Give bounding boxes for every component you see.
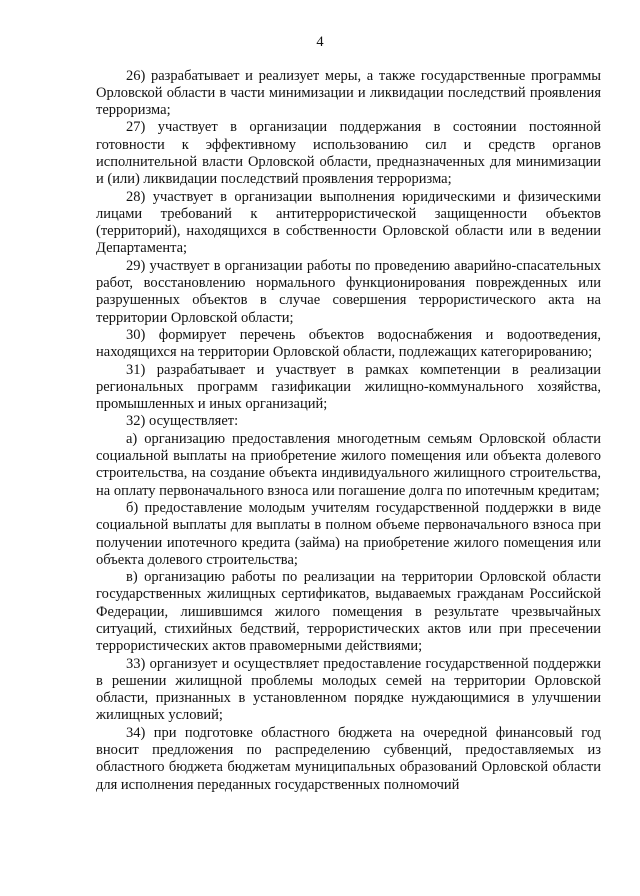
paragraph-item-33: 33) организует и осуществляет предоставление государственной поддержки в решении жилищной проблемы молодых семей на территории Орловской области, признанных в установленном порядке нуждающимися в улучшении жилищных условий;: [96, 655, 601, 724]
paragraph-item-31: 31) разрабатывает и участвует в рамках компетенции в реализации региональных программ газификации жилищно-коммунального хозяйства, промышленных и иных организаций;: [96, 361, 601, 413]
paragraph-item-32c: в) организацию работы по реализации на территории Орловской области государственных жилищных сертификатов, выдаваемых гражданам Российской Федерации, лишившимся жилого помещения в результате чрезвычайных ситуаций, стихийных бедствий, террористических актов или при пресечении террористических актов правомерными действиями;: [96, 569, 601, 655]
paragraph-item-34: 34) при подготовке областного бюджета на очередной финансовый год вносит предложения по распределению субвенций, предоставляемых из областного бюджета бюджетам муниципальных образований Орловской области для исполнения переданных государственных полномочий: [96, 724, 601, 793]
document-body: [96, 68, 601, 794]
paragraph-item-29: 29) участвует в организации работы по проведению аварийно-спасательных работ, восстановлению нормального функционирования поврежденных или разрушенных объектов в случае совершения террористического акта на территории Орловской области;: [96, 257, 601, 326]
page-number: 4: [316, 34, 324, 50]
paragraph-item-28: 28) участвует в организации выполнения юридическими и физическими лицами требований к антитеррористической защищенности объектов (территорий), находящихся в собственности Орловской области или в ведении Департамента;: [96, 188, 601, 257]
paragraph-item-32b: б) предоставление молодым учителям государственной поддержки в виде социальной выплаты для выплаты в полном объеме первоначального взноса при получении ипотечного кредита (займа) на приобретение жилого помещения или объекта долевого строительства;: [96, 499, 601, 568]
paragraph-item-32a: а) организацию предоставления многодетным семьям Орловской области социальной выплаты на приобретение жилого помещения или объекта долевого строительства, на создание объекта индивидуального жилищного строительства, на оплату первоначального взноса или погашение долга по ипотечным кредитам;: [96, 430, 601, 499]
paragraph-item-26: 26) разрабатывает и реализует меры, а также государственные программы Орловской области в части минимизации и ликвидации последствий проявления терроризма;: [96, 67, 601, 119]
paragraph-item-27: 27) участвует в организации поддержания в состоянии постоянной готовности к эффективному использованию сил и средств органов исполнительной власти Орловской области, предназначенных для минимизации и (или) ликвидации последствий проявления терроризма;: [96, 119, 601, 188]
paragraph-item-30: 30) формирует перечень объектов водоснабжения и водоотведения, находящихся на территории Орловской области, подлежащих категорированию;: [96, 326, 601, 361]
paragraph-item-32: 32) осуществляет:: [126, 413, 239, 430]
